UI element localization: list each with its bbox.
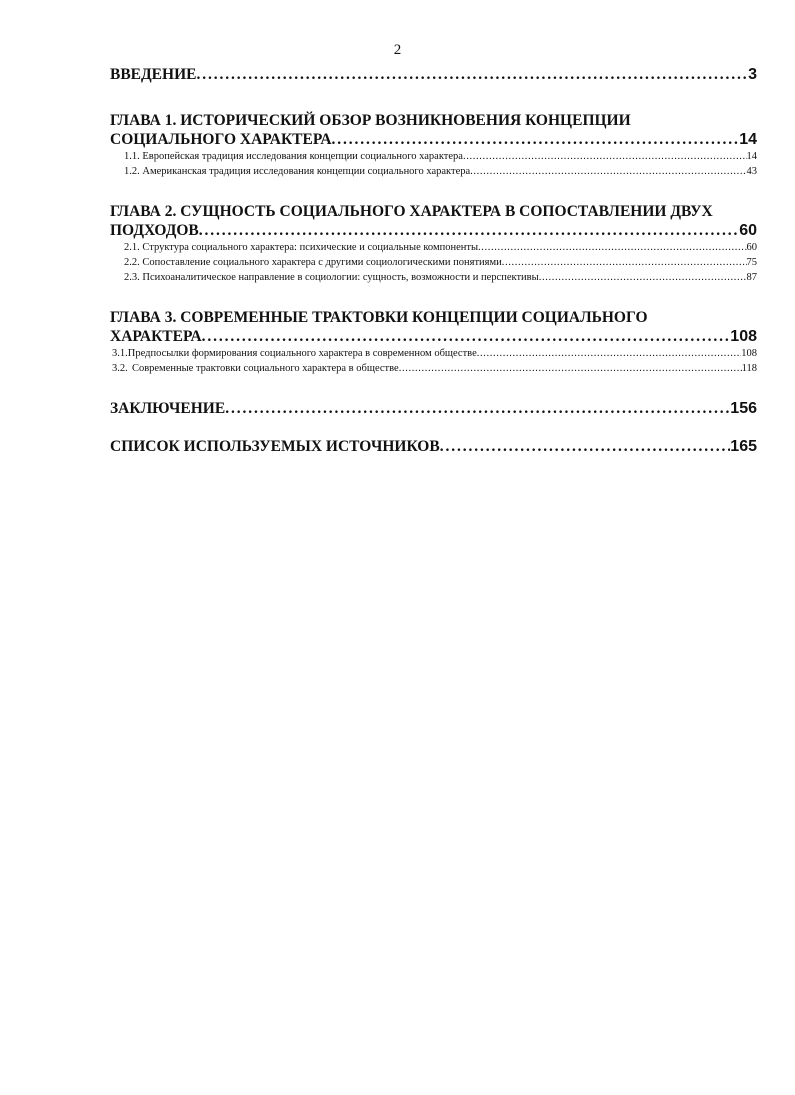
toc-subentry-2-2[interactable] <box>110 255 757 270</box>
chapter-title-line: ХАРАКТЕРА <box>110 328 202 345</box>
leader-dots <box>202 328 731 346</box>
toc-subentry-2-3[interactable] <box>110 270 757 285</box>
toc-subentry-3-2[interactable] <box>110 361 757 376</box>
leader-dots <box>440 438 731 456</box>
subentry-title: Современные трактовки социального характера в обществе <box>131 363 399 374</box>
chapter-title-line: ПОДХОДОВ <box>110 222 199 239</box>
leader-dots <box>470 164 746 179</box>
toc-entry-page: 108 <box>730 328 757 345</box>
toc-entry-chapter-1[interactable] <box>110 131 757 149</box>
subentry-title: 1.2. Американская традиция исследования концепции социального характера <box>124 166 471 177</box>
subentry-number: 3.1. <box>112 348 128 359</box>
toc-entry-chapter-2[interactable] <box>110 222 757 240</box>
toc-subentry-3-1[interactable] <box>110 346 757 361</box>
toc-subentry-2-1[interactable] <box>110 240 757 255</box>
subentry-title: 1.1. Европейская традиция исследования концепции социального характера <box>124 151 463 162</box>
leader-dots <box>196 66 748 84</box>
subentry-page: 108 <box>741 348 757 359</box>
toc-entry-sources[interactable] <box>110 438 757 456</box>
leader-dots <box>225 400 730 418</box>
subentry-page: 14 <box>746 151 757 162</box>
subentry-page: 87 <box>746 272 757 283</box>
toc-chapter-3 <box>110 307 757 376</box>
subentry-page: 75 <box>746 257 757 268</box>
toc-entry-page: 60 <box>739 222 757 239</box>
table-of-contents <box>110 66 757 456</box>
leader-dots <box>539 270 747 285</box>
toc-chapter-1 <box>110 110 757 179</box>
leader-dots <box>477 346 742 361</box>
leader-dots <box>199 222 739 240</box>
toc-entry-chapter-3[interactable] <box>110 328 757 346</box>
subentry-title: 2.1. Структура социального характера: психические и социальные компоненты <box>124 242 479 253</box>
toc-chapter-2 <box>110 201 757 285</box>
toc-entry-page: 3 <box>748 66 757 83</box>
subentry-page: 43 <box>746 166 757 177</box>
subentry-page: 60 <box>746 242 757 253</box>
chapter-title-line[interactable]: ГЛАВА 1. ИСТОРИЧЕСКИЙ ОБЗОР ВОЗНИКНОВЕНИЯ КОНЦЕПЦИИ <box>110 112 631 129</box>
toc-entry-intro[interactable] <box>110 66 757 84</box>
leader-dots <box>502 255 747 270</box>
subentry-title: 2.3. Психоаналитическое направление в социологии: сущность, возможности и перспективы <box>124 272 539 283</box>
chapter-title-line[interactable]: ГЛАВА 3. СОВРЕМЕННЫЕ ТРАКТОВКИ КОНЦЕПЦИИ СОЦИАЛЬНОГО <box>110 309 648 326</box>
toc-subentry-1-2[interactable] <box>110 164 757 179</box>
chapter-title-line[interactable]: ГЛАВА 2. СУЩНОСТЬ СОЦИАЛЬНОГО ХАРАКТЕРА В СОПОСТАВЛЕНИИ ДВУХ <box>110 203 713 220</box>
toc-entry-page: 14 <box>739 131 757 148</box>
subentry-title: Предпосылки формирования социального характера в современном обществе <box>127 348 477 359</box>
toc-entry-page: 165 <box>730 438 757 455</box>
leader-dots <box>399 361 742 376</box>
toc-entry-title: ВВЕДЕНИЕ <box>110 66 197 83</box>
toc-entry-title: ЗАКЛЮЧЕНИЕ <box>110 400 226 417</box>
subentry-title: 2.2. Сопоставление социального характера с другими социологическими понятиями <box>124 257 502 268</box>
leader-dots <box>478 240 746 255</box>
toc-entry-conclusion[interactable] <box>110 400 757 418</box>
toc-subentry-1-1[interactable] <box>110 149 757 164</box>
page-number: 2 <box>393 42 402 58</box>
toc-entry-page: 156 <box>730 400 757 417</box>
leader-dots <box>463 149 747 164</box>
leader-dots <box>332 131 740 149</box>
subentry-number: 3.2. <box>112 363 128 374</box>
toc-entry-title: СПИСОК ИСПОЛЬЗУЕМЫХ ИСТОЧНИКОВ <box>110 438 440 455</box>
subentry-page: 118 <box>741 363 757 374</box>
chapter-title-line: СОЦИАЛЬНОГО ХАРАКТЕРА <box>110 131 332 148</box>
